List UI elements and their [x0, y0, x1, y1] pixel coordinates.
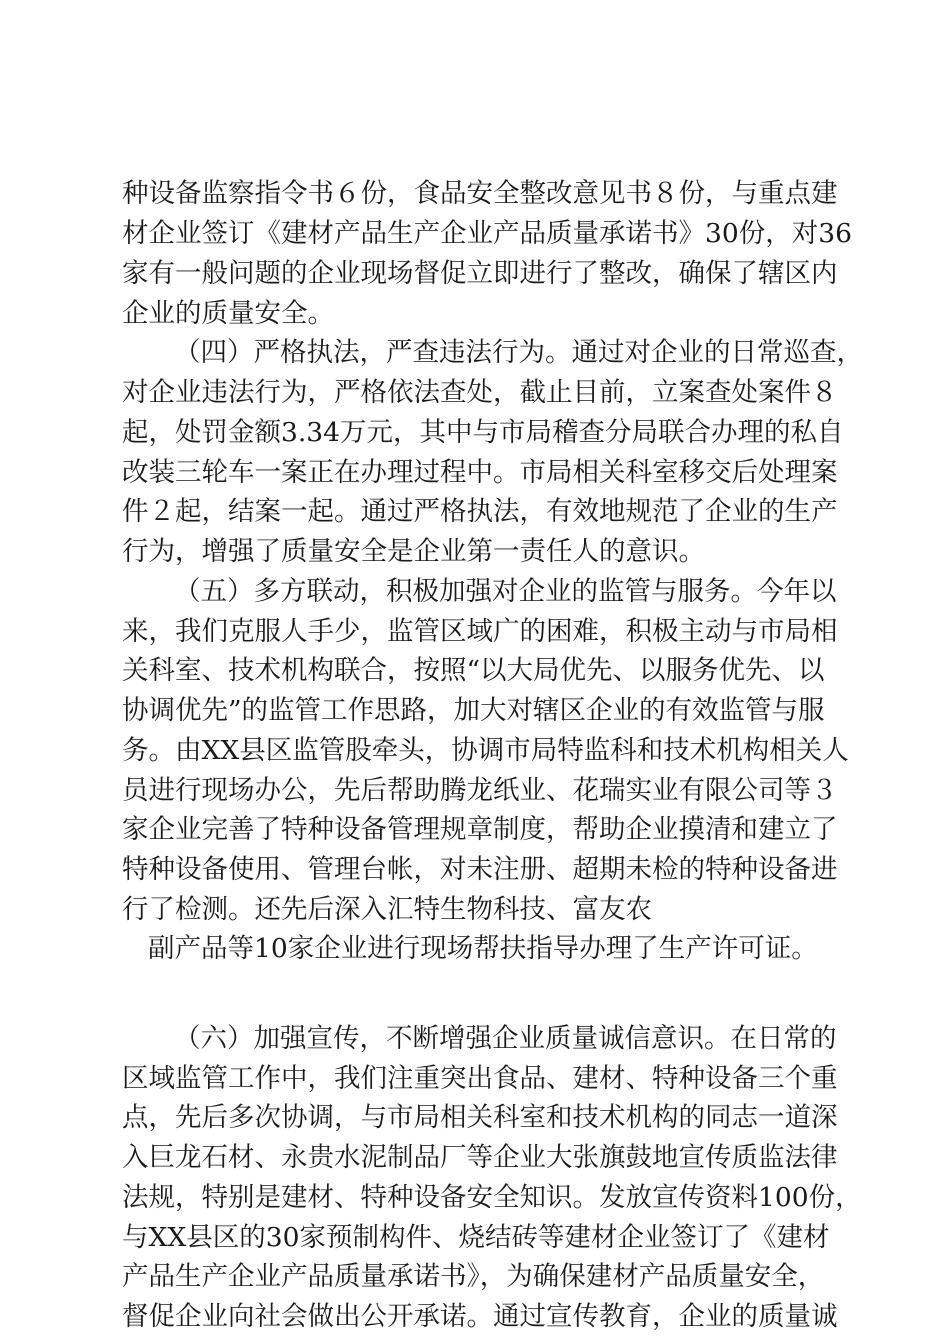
paragraph-heading: （五）多方联动，积极加强对企业的监管与服务。今年以 [174, 576, 837, 607]
paragraph-heading: （六）加强宣传，不断增强企业质量诚信意识。在日常的 [174, 1023, 837, 1054]
text-line: 行为，增强了质量安全是企业第一责任人的意识。 [122, 536, 705, 567]
text-line: 督促企业向社会做出公开承诺。通过宣传教育，企业的质量诚 [122, 1301, 838, 1332]
text-line: 改装三轮车一案正在办理过程中。市局相关科室移交后处理案 [122, 457, 838, 488]
text-line: 员进行现场办公，先后帮助腾龙纸业、花瑞实业有限公司等３ [122, 775, 838, 806]
text-line: 关科室、技术机构联合，按照“以大局优先、以服务优先、以 [122, 655, 825, 686]
text-line: 点，先后多次协调，与市局相关科室和技术机构的同志一道深 [122, 1102, 838, 1133]
text-line: 产品生产企业产品质量承诺书》，为确保建材产品质量安全， [122, 1261, 825, 1292]
text-line: 法规，特别是建材、特种设备安全知识。发放宣传资料100份， [122, 1182, 862, 1213]
text-line: 对企业违法行为，严格依法查处，截止目前，立案查处案件８ [122, 377, 838, 408]
text-line: 材企业签订《建材产品生产企业产品质量承诺书》30份，对36 [122, 218, 852, 249]
text-line: 企业的质量安全。 [122, 298, 334, 329]
text-line: 起，处罚金额3.34万元，其中与市局稽查分局联合办理的私自 [122, 417, 844, 448]
text-line: 行了检测。还先后深入汇特生物科技、富友农 [122, 894, 652, 925]
text-line: 协调优先”的监管工作思路，加大对辖区企业的有效监管与服 [122, 695, 825, 726]
text-line: 家有一般问题的企业现场督促立即进行了整改，确保了辖区内 [122, 258, 838, 289]
text-line: 特种设备使用、管理台帐，对未注册、超期未检的特种设备进 [122, 854, 838, 885]
text-line: 务。由XX县区监管股牵头，协调市局特监科和技术机构相关人 [122, 735, 849, 766]
text-line: 件２起，结案一起。通过严格执法，有效地规范了企业的生产 [122, 496, 838, 527]
text-line: 家企业完善了特种设备管理规章制度，帮助企业摸清和建立了 [122, 814, 838, 845]
text-line: 区域监管工作中，我们注重突出食品、建材、特种设备三个重 [122, 1063, 838, 1094]
text-line: 入巨龙石材、永贵水泥制品厂等企业大张旗鼓地宣传质监法律 [122, 1142, 838, 1173]
text-line: 副产品等10家企业进行现场帮扶指导办理了生产许可证。 [148, 933, 818, 964]
text-line: 来，我们克服人手少，监管区域广的困难，积极主动与市局相 [122, 616, 838, 647]
text-line: 与XX县区的30家预制构件、烧结砖等建材企业签订了《建材 [122, 1222, 830, 1253]
text-line: 种设备监察指令书６份，食品安全整改意见书８份，与重点建 [122, 178, 838, 209]
paragraph-heading: （四）严格执法，严查违法行为。通过对企业的日常巡查， [174, 337, 863, 368]
